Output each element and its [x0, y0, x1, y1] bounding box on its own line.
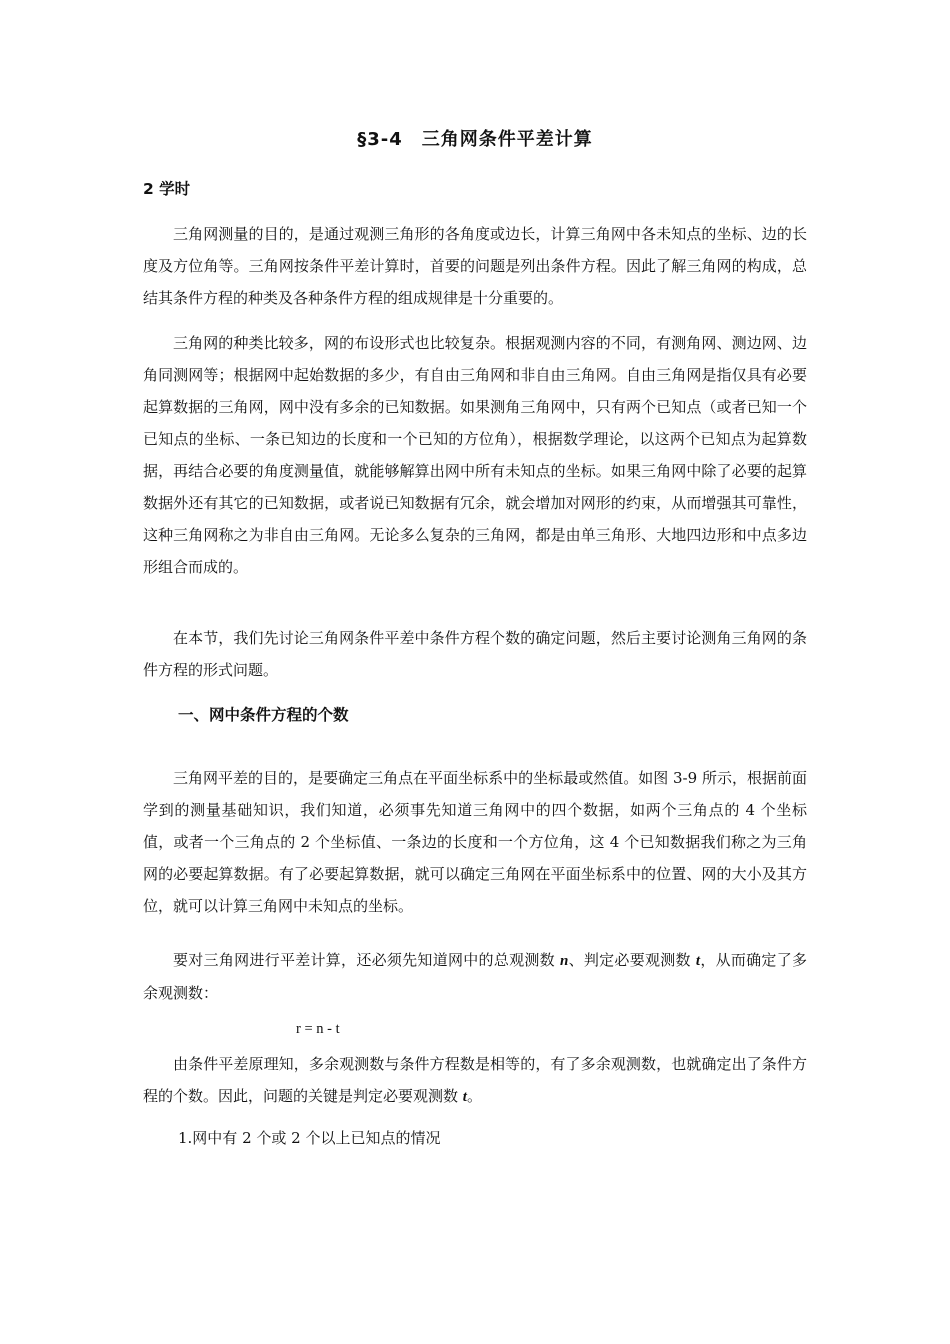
- section-title: §3-4 三角网条件平差计算: [357, 129, 593, 150]
- intro-paragraph-2: 三角网的种类比较多，网的布设形式也比较复杂。根据观测内容的不同，有测角网、测边网、边角同测网等；根据网中起始数据的多少，有自由三角网和非自由三角网。自由三角网是指仅具有必要起算数据的三角网，网中没有多余的已知数据。如果测角三角网中，只有两个已知点（或者已知一个已知点的坐标、一条已知边的长度和一个已知的方位角），根据数学理论，以这两个已知点为起算数据，再结合必要的角度测量值，就能够解算出网中所有未知点的坐标。如果三角网中除了必要的起算数据外还有其它的已知数据，或者说已知数据有冗余，就会增加对网形的约束，从而增强其可靠性，这种三角网称之为非自由三角网。无论多么复杂的三角网，都是由单三角形、大地四边形和中点多边形组合而成的。: [143, 334, 807, 576]
- section-paragraph-3: [143, 1048, 807, 1113]
- paragraph-text: 由条件平差原理知，多余观测数与条件方程数是相等的，有了多余观测数，也就确定出了条件方程的个数。因此，问题的关键是判定必要观测数: [143, 1055, 807, 1105]
- paragraph-text: ，从而确定了多余观测数：: [143, 951, 807, 1002]
- intro-paragraph-3: 在本节，我们先讨论三角网条件平差中条件方程个数的确定问题，然后主要讨论测角三角网的条件方程的形式问题。: [143, 629, 807, 679]
- variable-n: n: [559, 953, 569, 969]
- paragraph-text: 要对三角网进行平差计算，还必须先知道网中的总观测数: [173, 951, 560, 969]
- section-paragraph-1: 三角网平差的目的，是要确定三角点在平面坐标系中的坐标最或然值。如图 3-9 所示，根据前面学到的测量基础知识，我们知道，必须事先知道三角网中的四个数据，如两个三角点的 4 个坐标值，或者一个三角点的 2 个坐标值、一条边的长度和一个方位角，这 4 个已知数据我们称之为三角网的必要起算数据。有了必要起算数据，就可以确定三角网在平面坐标系中的位置、网的大小及其方位，就可以计算三角网中未知点的坐标。: [143, 769, 807, 915]
- section-paragraph-2: [143, 944, 807, 1009]
- intro-paragraph-1: 三角网测量的目的，是通过观测三角形的各角度或边长，计算三角网中各未知点的坐标、边的长度及方位角等。三角网按条件平差计算时，首要的问题是列出条件方程。因此了解三角网的构成，总结其条件方程的种类及各种条件方程的组成规律是十分重要的。: [143, 225, 807, 307]
- redundancy-formula: r = n - t: [296, 1021, 340, 1037]
- paragraph-text: 、判定必要观测数: [568, 951, 696, 969]
- variable-t: t: [695, 953, 701, 969]
- section-heading-condition-count: 一、网中条件方程的个数: [178, 706, 349, 724]
- variable-t: t: [462, 1089, 467, 1105]
- paragraph-text: 。: [466, 1087, 482, 1105]
- numbered-item-1: 1.网中有 2 个或 2 个以上已知点的情况: [178, 1129, 441, 1147]
- class-hours-label: 2 学时: [143, 180, 191, 198]
